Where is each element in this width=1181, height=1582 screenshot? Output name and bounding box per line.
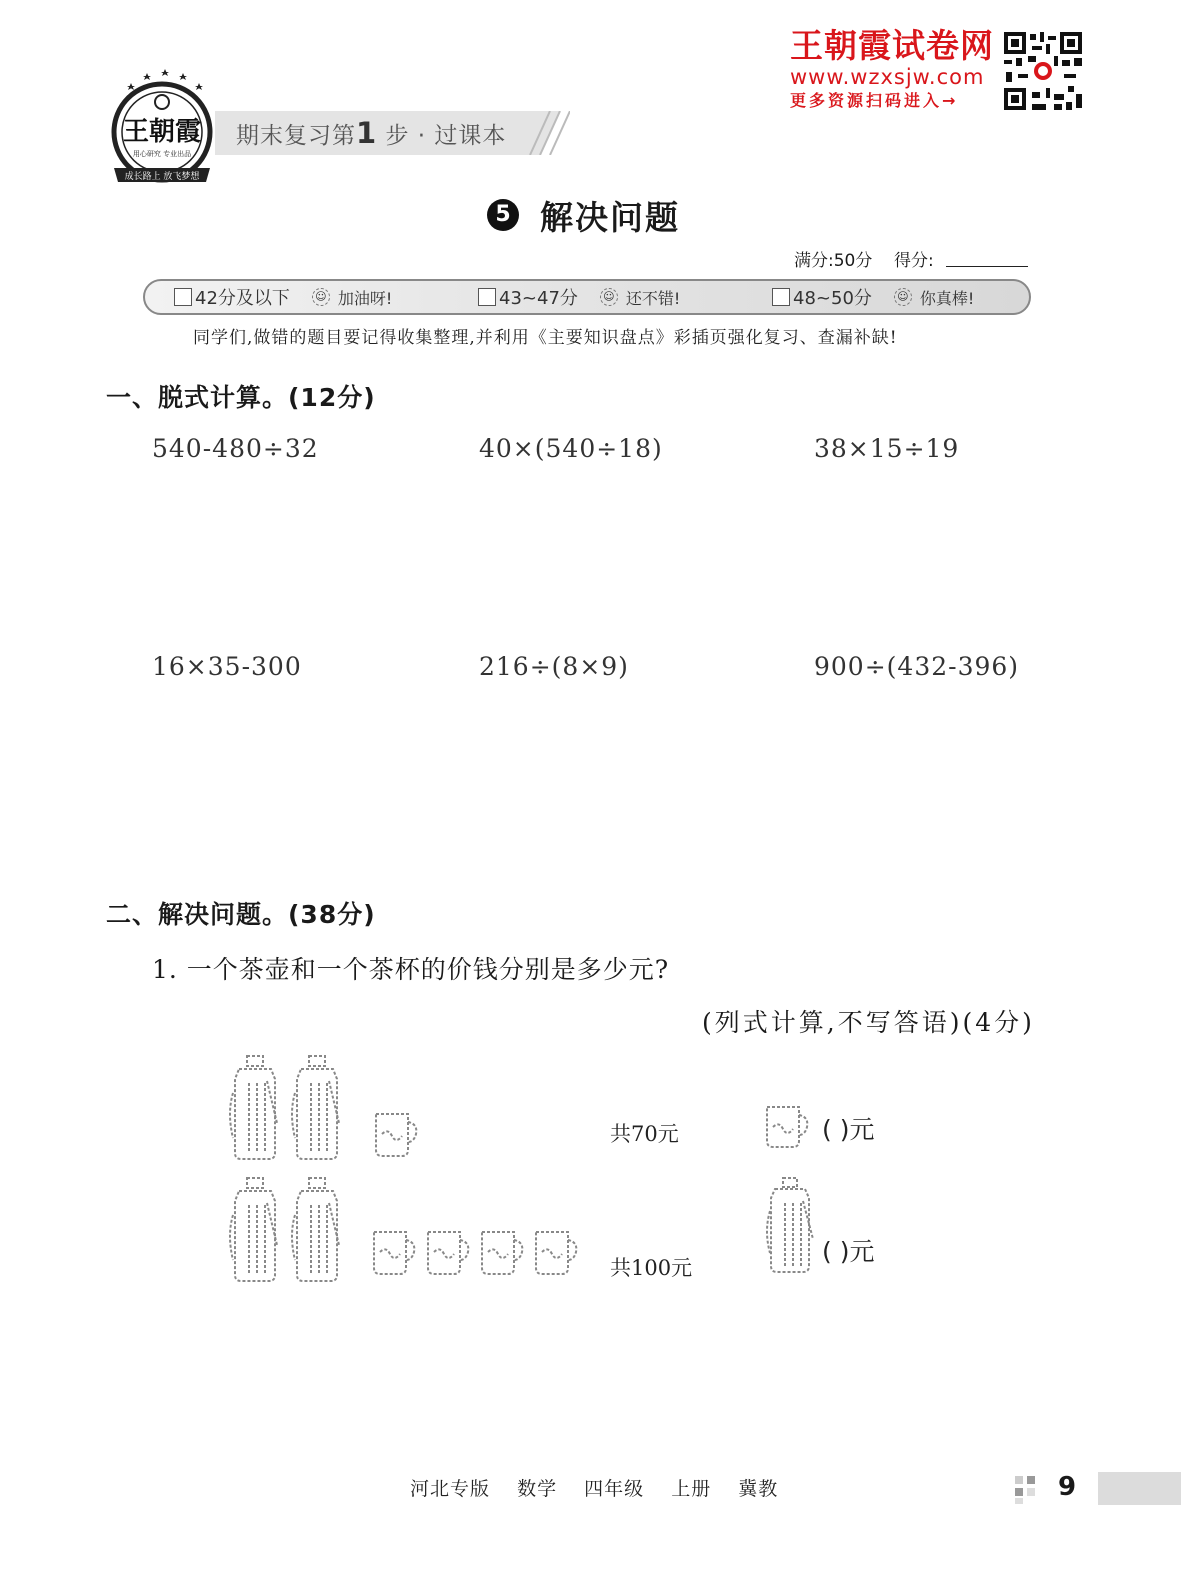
- brand-url[interactable]: www.wzxsjw.com: [790, 65, 985, 89]
- svg-text:用心研究 专业出品: 用心研究 专业出品: [132, 150, 192, 158]
- rating-range: 42分及以下: [195, 288, 290, 309]
- calc-problem: 38×15÷19: [814, 434, 960, 463]
- calc-problem: 540-480÷32: [152, 434, 319, 463]
- calc-problem: 40×(540÷18): [479, 434, 663, 463]
- calc-problem: 900÷(432-396): [814, 652, 1020, 681]
- smiley-face-icon: ☺: [894, 288, 912, 306]
- brand-cta: 更多资源扫码进入→: [790, 91, 959, 110]
- teapot-group-row2: [225, 1175, 350, 1283]
- teacup-icon: [536, 1232, 576, 1274]
- teacup-icon: [482, 1232, 522, 1274]
- answer-blank-teapot[interactable]: ( )元: [822, 1237, 875, 1266]
- banner-title: [236, 116, 506, 150]
- brand-name: 王朝霞试卷网: [790, 26, 994, 65]
- footer-subject: 数学: [517, 1478, 558, 1500]
- brand-badge-logo: [108, 68, 216, 188]
- svg-text:王朝霞: 王朝霞: [122, 117, 202, 147]
- teapot-answer-icon: [763, 1175, 825, 1275]
- rating-range: 43~47分: [499, 288, 578, 309]
- footer-volume: 上册: [671, 1478, 712, 1500]
- rating-option-2[interactable]: [478, 284, 680, 310]
- answer-blank-cup[interactable]: ( )元: [822, 1115, 875, 1144]
- thermos-teapot-icon: [292, 1056, 339, 1159]
- calc-problem: 16×35-300: [152, 652, 302, 681]
- row1-total: 共70元: [610, 1122, 679, 1146]
- rating-option-1[interactable]: [174, 284, 392, 310]
- checkbox-icon[interactable]: [478, 288, 496, 306]
- section-number-badge: 5: [487, 199, 519, 231]
- score-label: [794, 246, 934, 271]
- smiley-face-icon: ☺: [312, 288, 330, 306]
- thermos-teapot-icon: [230, 1056, 277, 1159]
- banner-prefix: 期末复习第: [236, 123, 356, 149]
- banner-step: 1: [356, 116, 378, 150]
- smiley-face-icon: ☺: [600, 288, 618, 306]
- rating-cheer: 加油呀!: [337, 288, 393, 308]
- question-1-note: (列式计算,不写答语)(4分): [702, 1008, 1035, 1037]
- qr-code-icon[interactable]: [1002, 30, 1084, 112]
- teacup-answer-icon: [763, 1103, 813, 1149]
- footer-edition: 河北专版: [410, 1478, 491, 1500]
- review-tip: 同学们,做错的题目要记得收集整理,并利用《主要知识盘点》彩插页强化复习、查漏补缺!: [193, 328, 898, 348]
- page-number-bar: [1098, 1472, 1181, 1505]
- teacup-icon: [374, 1232, 414, 1274]
- full-score: 满分:50分: [794, 251, 873, 271]
- calc-problem: 216÷(8×9): [479, 652, 629, 681]
- thermos-teapot-icon: [230, 1178, 277, 1281]
- question-1-text: 1. 一个茶壶和一个茶杯的价钱分别是多少元?: [152, 955, 670, 984]
- rating-cheer: 你真棒!: [919, 288, 975, 308]
- section1-heading: 一、脱式计算。(12分): [106, 383, 376, 412]
- footer-grade: 四年级: [584, 1478, 645, 1500]
- row2-total: 共100元: [610, 1256, 693, 1280]
- teacup-icon: [428, 1232, 468, 1274]
- score-blank-line[interactable]: [946, 266, 1028, 267]
- teapot-group-row1: [225, 1053, 350, 1161]
- checkbox-icon[interactable]: [174, 288, 192, 306]
- checkbox-icon[interactable]: [772, 288, 790, 306]
- banner-suffix: 步 · 过课本: [385, 123, 507, 149]
- thermos-teapot-icon: [292, 1178, 339, 1281]
- rating-cheer: 还不错!: [625, 288, 681, 308]
- teacup-group-row2: [370, 1228, 582, 1280]
- svg-text:成长路上 放飞梦想: 成长路上 放飞梦想: [124, 172, 200, 182]
- rating-option-3[interactable]: [772, 284, 974, 310]
- rating-range: 48~50分: [793, 288, 872, 309]
- section2-heading: 二、解决问题。(38分): [106, 900, 376, 929]
- page-title: 解决问题: [540, 198, 680, 237]
- footer-info: [410, 1474, 798, 1501]
- teacup-icon: [372, 1108, 420, 1158]
- page-number: 9: [1058, 1472, 1077, 1502]
- page-decoration-icon: [1015, 1476, 1045, 1504]
- got-score-label: 得分:: [893, 251, 934, 271]
- footer-publisher: 冀教: [738, 1478, 779, 1500]
- brand-block[interactable]: [790, 28, 1000, 112]
